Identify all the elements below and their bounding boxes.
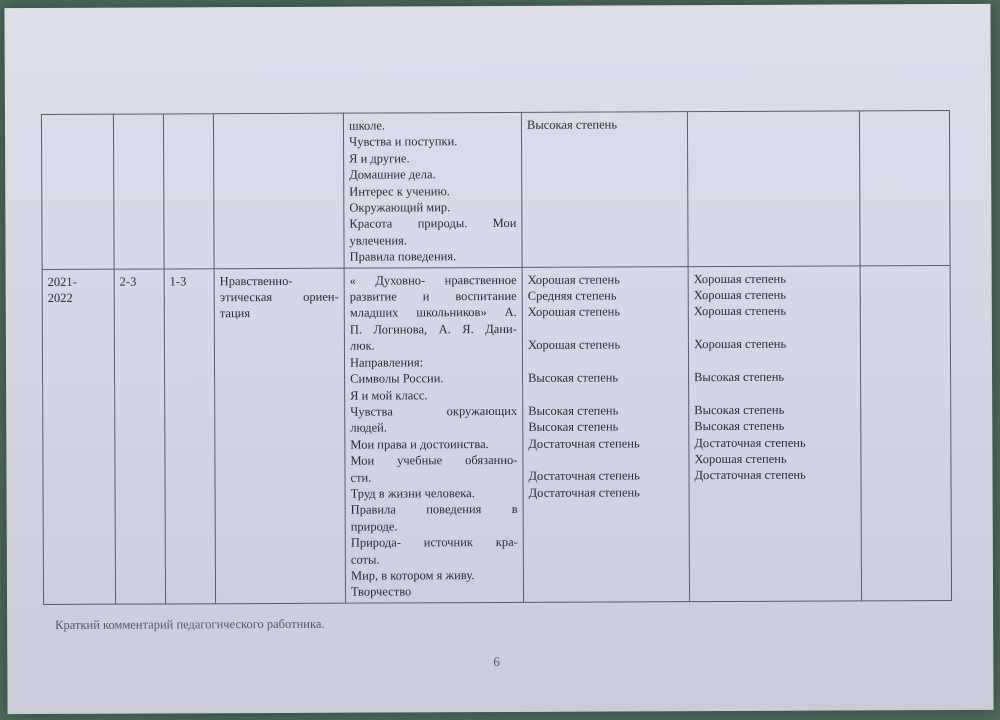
result-value: Высокая степень xyxy=(528,370,619,385)
content-line: Правила поведения. xyxy=(349,249,457,264)
content-line: люк. xyxy=(349,338,375,353)
result-gap xyxy=(528,320,683,337)
table-row xyxy=(42,265,951,604)
content-line: Я и мой класс. xyxy=(350,387,428,403)
result-value: Высокая степень xyxy=(526,117,618,132)
result-value: Средняя степень xyxy=(527,288,617,303)
notes-cell xyxy=(859,111,950,266)
direction-line: этическая ориен- xyxy=(219,289,339,305)
period-cell xyxy=(164,268,215,603)
teacher-comment-label: Краткий комментарий педагогического работника. xyxy=(55,616,325,632)
result-value: Достаточная степень xyxy=(528,485,640,500)
result-cell xyxy=(521,112,688,267)
result-value: Высокая степень xyxy=(694,369,785,385)
content-line: Окружающий мир. xyxy=(349,200,451,215)
year-line: 2021- xyxy=(47,274,77,289)
document-page xyxy=(4,4,993,714)
direction-cell xyxy=(214,268,345,604)
content-cell xyxy=(343,112,522,267)
result-gap xyxy=(694,352,855,369)
content-line: « Духовно- нравственное xyxy=(349,272,517,288)
content-cell xyxy=(344,267,523,603)
content-line: природе. xyxy=(350,519,398,534)
content-line: Мои права и достоинства. xyxy=(350,436,489,452)
result-value: Достаточная степень xyxy=(694,435,806,450)
period-value: 1-3 xyxy=(169,274,187,289)
content-line: Мои учебные обязанно- xyxy=(350,453,518,468)
year-cell xyxy=(42,269,115,604)
content-line: Интерес к учению. xyxy=(349,183,450,199)
content-line: Символы России. xyxy=(350,371,444,386)
content-line: младших школьников» А. xyxy=(349,305,517,321)
content-line: Направления: xyxy=(349,355,424,370)
direction-line: Нравственно- xyxy=(219,273,293,288)
content-line: П. Логинова, А. Я. Дани- xyxy=(349,321,517,337)
content-line: Правила поведения в xyxy=(350,502,518,517)
content-line: Я и другие. xyxy=(349,151,410,166)
result-value: Высокая степень xyxy=(694,419,785,434)
content-line: Мир, в котором я живу. xyxy=(350,568,475,583)
table-row xyxy=(41,111,950,270)
content-line: Природа- источник кра- xyxy=(350,535,518,550)
class-value: 2-3 xyxy=(119,274,137,289)
page-number: 6 xyxy=(493,653,500,670)
result-gap xyxy=(694,319,855,336)
result-value: Хорошая степень xyxy=(693,337,787,352)
result-value: Хорошая степень xyxy=(694,451,787,467)
content-line: Творчество xyxy=(350,584,412,600)
content-line: развитие и воспитание xyxy=(349,288,517,304)
result-value: Хорошая степень xyxy=(527,304,621,320)
results-table xyxy=(41,110,952,605)
class-cell xyxy=(114,269,165,604)
direction-line: тация xyxy=(219,306,251,321)
content-line: Красота природы. Мои xyxy=(349,216,517,232)
result-value: Высокая степень xyxy=(694,402,785,418)
content-line: Домашние дела. xyxy=(349,167,436,182)
content-line: людей. xyxy=(350,420,388,435)
result-gap xyxy=(528,353,683,370)
content-line: Чувства окружающих xyxy=(350,403,518,419)
result-value: Хорошая степень xyxy=(693,287,786,303)
result-gap xyxy=(694,385,855,402)
result-value: Хорошая степень xyxy=(527,272,620,287)
direction-cell xyxy=(213,113,344,268)
result-cell xyxy=(522,266,689,602)
result-value: Высокая степень xyxy=(528,403,619,418)
year-line: 2022 xyxy=(47,290,73,306)
period-cell xyxy=(163,114,214,269)
content-line: Труд в жизни человека. xyxy=(350,486,475,501)
result-gap xyxy=(528,451,683,468)
result-value: Высокая степень xyxy=(528,419,619,435)
result-cell-2 xyxy=(687,111,860,266)
notes-cell xyxy=(860,265,951,601)
result-value: Достаточная степень xyxy=(528,436,640,451)
result-value: Достаточная степень xyxy=(694,468,806,483)
content-line: сти. xyxy=(350,470,372,485)
result-cell-2 xyxy=(688,266,861,602)
result-value: Хорошая степень xyxy=(693,271,786,286)
year-cell xyxy=(41,114,114,269)
content-line: увлечения. xyxy=(349,233,408,248)
content-line: школе. xyxy=(348,118,386,133)
content-line: Чувства и поступки. xyxy=(349,134,458,150)
result-value: Хорошая степень xyxy=(527,337,621,353)
result-gap xyxy=(528,386,683,403)
result-value: Достаточная степень xyxy=(528,468,640,484)
result-value: Хорошая степень xyxy=(693,304,787,319)
class-cell xyxy=(113,114,164,269)
content-line: соты. xyxy=(350,552,380,567)
